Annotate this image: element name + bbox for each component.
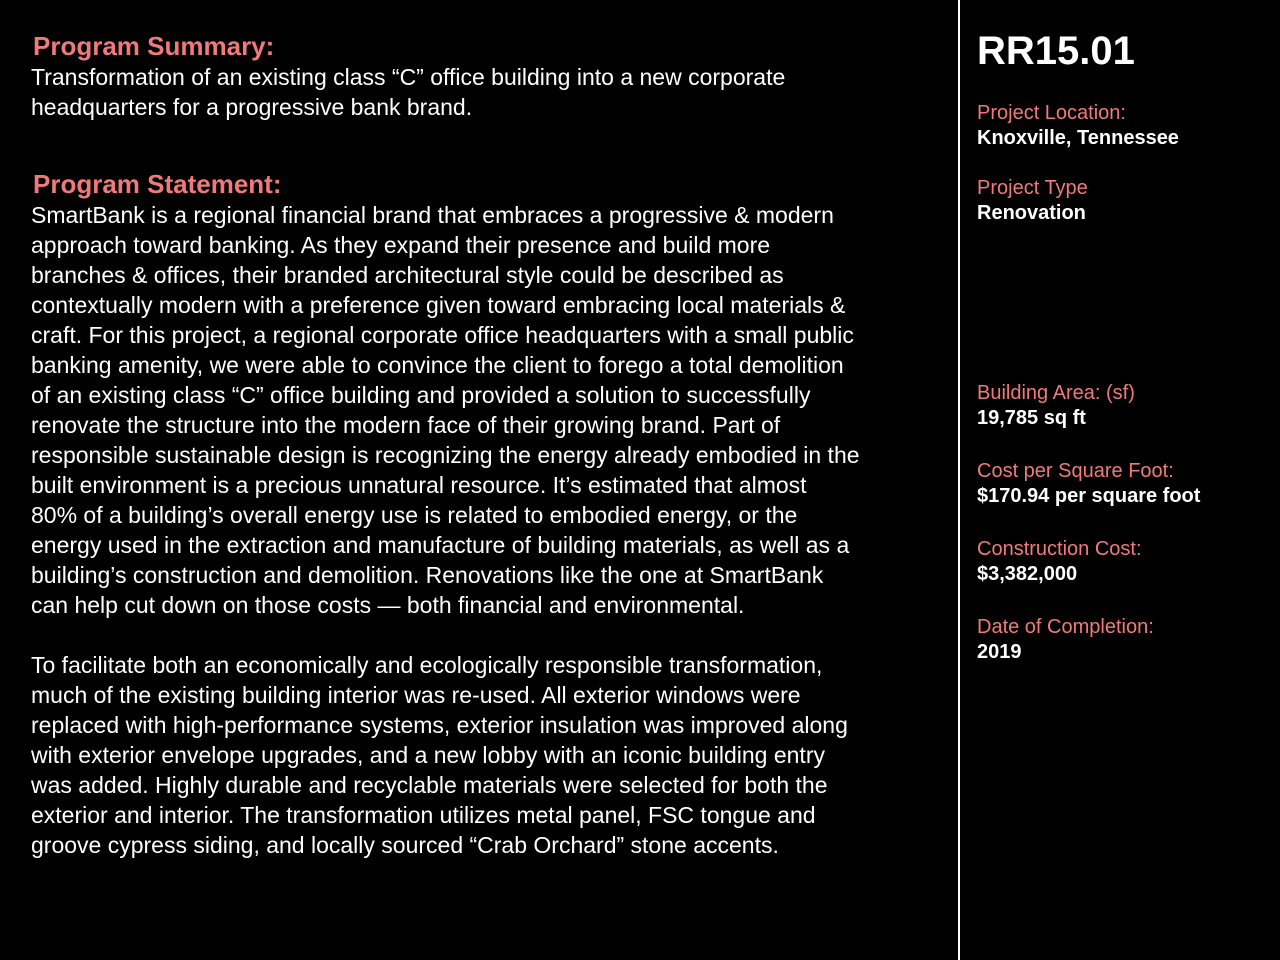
text-line: contextually modern with a preference given toward embracing local materials &: [31, 292, 846, 318]
text-line: built environment is a precious unnatural resource. It’s estimated that almost: [31, 472, 807, 498]
project-location-label: Project Location:: [977, 102, 1126, 124]
text-line: can help cut down on those costs — both financial and environmental.: [31, 592, 745, 618]
program-content: [31, 30, 946, 860]
text-line: exterior and interior. The transformation utilizes metal panel, FSC tongue and: [31, 802, 816, 828]
project-location-value: Knoxville, Tennessee: [977, 127, 1179, 149]
text-line: was added. Highly durable and recyclable materials were selected for both the: [31, 772, 828, 798]
text-line: headquarters for a progressive bank brand.: [31, 94, 473, 120]
construction-cost-label: Construction Cost:: [977, 538, 1142, 560]
text-line: branches & offices, their branded architectural style could be described as: [31, 262, 784, 288]
construction-cost-value: $3,382,000: [977, 563, 1078, 585]
building-area-label: Building Area: (sf): [977, 382, 1135, 404]
text-line: building’s construction and demolition. Renovations like the one at SmartBank: [31, 562, 824, 588]
project-type-value: Renovation: [977, 202, 1086, 224]
date-of-completion-label: Date of Completion:: [977, 616, 1154, 638]
text-line: groove cypress siding, and locally sourced “Crab Orchard” stone accents.: [31, 832, 779, 858]
text-line: craft. For this project, a regional corporate office headquarters with a small public: [31, 322, 854, 348]
text-line: 80% of a building’s overall energy use is related to embodied energy, or the: [31, 502, 798, 528]
text-line: with exterior envelope upgrades, and a new lobby with an iconic building entry: [31, 742, 825, 768]
text-line: approach toward banking. As they expand their presence and build more: [31, 232, 771, 258]
date-of-completion-value: 2019: [977, 641, 1022, 663]
program-summary-text: [31, 62, 946, 122]
project-type-label: Project Type: [977, 177, 1088, 199]
building-area-value: 19,785 sq ft: [977, 407, 1086, 429]
program-summary-heading: Program Summary:: [33, 31, 275, 61]
text-line: renovate the structure into the modern face of their growing brand. Part of: [31, 412, 781, 438]
text-line: Transformation of an existing class “C” office building into a new corporate: [31, 64, 786, 90]
text-line: SmartBank is a regional financial brand that embraces a progressive & modern: [31, 202, 834, 228]
text-line: responsible sustainable design is recognizing the energy already embodied in the: [31, 442, 860, 468]
vertical-divider: [958, 0, 960, 960]
text-line: of an existing class “C” office building and provided a solution to successfully: [31, 382, 811, 408]
program-statement-heading: Program Statement:: [33, 169, 282, 199]
project-code: RR15.01: [977, 29, 1135, 73]
cost-per-square-foot-value: $170.94 per square foot: [977, 485, 1201, 507]
text-line: replaced with high-performance systems, exterior insulation was improved along: [31, 712, 848, 738]
program-statement-paragraph-2: [31, 650, 946, 860]
project-info-sidebar: [977, 28, 1267, 690]
text-line: energy used in the extraction and manufacture of building materials, as well as a: [31, 532, 850, 558]
program-statement-paragraph-1: [31, 200, 946, 620]
text-line: To facilitate both an economically and ecologically responsible transformation,: [31, 652, 823, 678]
cost-per-square-foot-label: Cost per Square Foot:: [977, 460, 1174, 482]
text-line: much of the existing building interior was re-used. All exterior windows were: [31, 682, 801, 708]
text-line: banking amenity, we were able to convince the client to forego a total demolition: [31, 352, 844, 378]
